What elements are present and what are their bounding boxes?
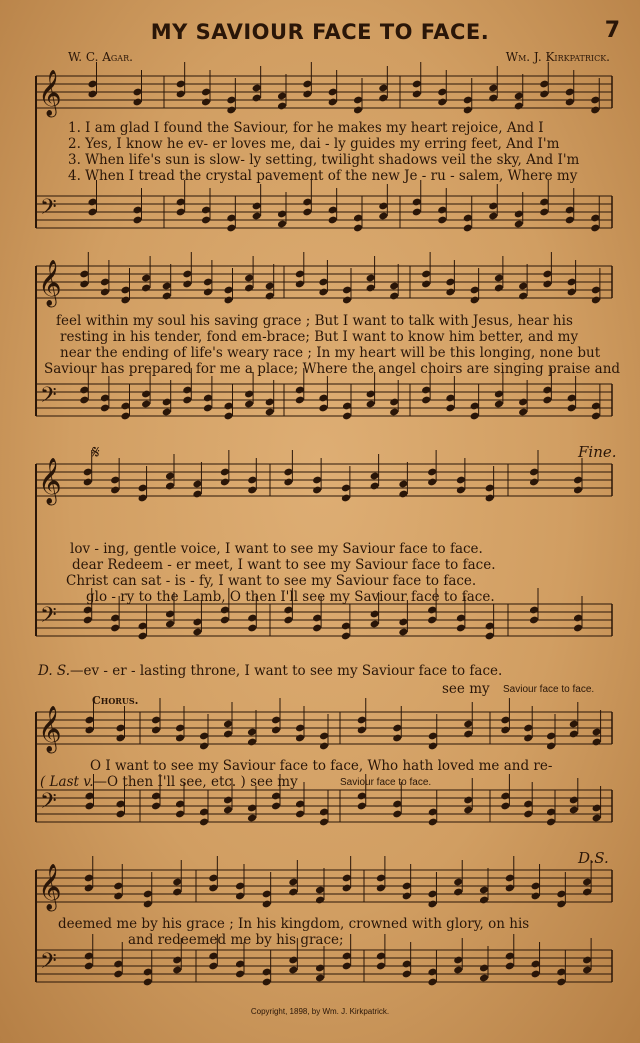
ds-line [38,664,502,680]
lyricist-credit: W. C. Agar. [68,50,133,64]
treble-clef-icon: 𝄞 [38,864,62,910]
verse-3-line: near the ending of life's weary race ; In my heart will be this longing, none but [60,345,601,361]
verse-1-line: feel within my soul his saving grace ; But I want to talk with Jesus, hear his [56,313,573,329]
chorus-line-2: and redeemed me by his grace; [128,932,344,948]
ds-prefix: D. S. [38,663,70,679]
verse-3-line: 3. When life's sun is slow- ly setting, twilight shadows veil the sky, And I'm [68,152,580,168]
fine-marking: Fine. [578,443,617,461]
chorus-line: O I want to see my Saviour face to face, Who hath loved me and re- [90,758,553,774]
chorus-line: deemed me by his grace ; In his kingdom, crowned with glory, on his [58,916,530,932]
last-verse-prefix: ( Last v. [40,774,94,790]
verse-3-line: Christ can sat - is - fy, I want to see my Saviour face to face. [66,573,477,589]
echo-phrase: Saviour face to face. [340,777,432,788]
bass-clef-icon: 𝄢 [40,949,57,979]
verse-2-line: resting in his tender, fond em-brace; But I want to know him better, and my [60,329,579,345]
segno-sign: 𝄋 [92,442,100,463]
last-verse-text: —O then I'll see, etc. ) see my [93,774,298,790]
ds-lyric: —ev - er - lasting throne, I want to see my Saviour face to face. [69,663,503,679]
bass-clef-icon: 𝄢 [40,195,57,225]
composer-credit: Wm. J. Kirkpatrick. [505,50,610,64]
treble-clef-icon: 𝄞 [38,70,62,116]
page-number: 7 [604,18,620,43]
verse-4-line: glo - ry to the Lamb, O then I'll see my Saviour face to face. [86,589,495,605]
bass-clef-icon: 𝄢 [40,789,57,819]
last-verse-line [40,775,298,791]
treble-clef-icon: 𝄞 [38,458,62,504]
verse-1-line: lov - ing, gentle voice, I want to see my Saviour face to face. [70,541,483,557]
bass-clef-icon: 𝄢 [40,383,57,413]
hymn-title: MY SAVIOUR FACE TO FACE. [150,20,490,44]
treble-clef-icon: 𝄞 [38,260,62,306]
verse-4-line: Saviour has prepared for me a place; Where the angel choirs are singing praise and [44,361,621,377]
verse-2-line: 2. Yes, I know he ev- er loves me, dai - ly guides my erring feet, And I'm [68,136,560,152]
verse-2-line: dear Redeem - er meet, I want to see my Saviour face to face. [72,557,496,573]
verse-1-line: 1. I am glad I found the Saviour, for he makes my heart rejoice, And I [68,120,544,136]
copyright-notice: Copyright, 1898, by Wm. J. Kirkpatrick. [250,1007,390,1016]
treble-clef-icon: 𝄞 [38,706,62,752]
ds-marking: D.S. [578,849,609,867]
bass-clef-icon: 𝄢 [40,603,57,633]
verse-4-line: 4. When I tread the crystal pavement of the new Je - ru - salem, Where my [68,168,578,184]
echo-phrase: Saviour face to face. [503,684,595,695]
chorus-label: Chorus. [92,694,139,707]
echo-see-my: see my [442,681,490,697]
